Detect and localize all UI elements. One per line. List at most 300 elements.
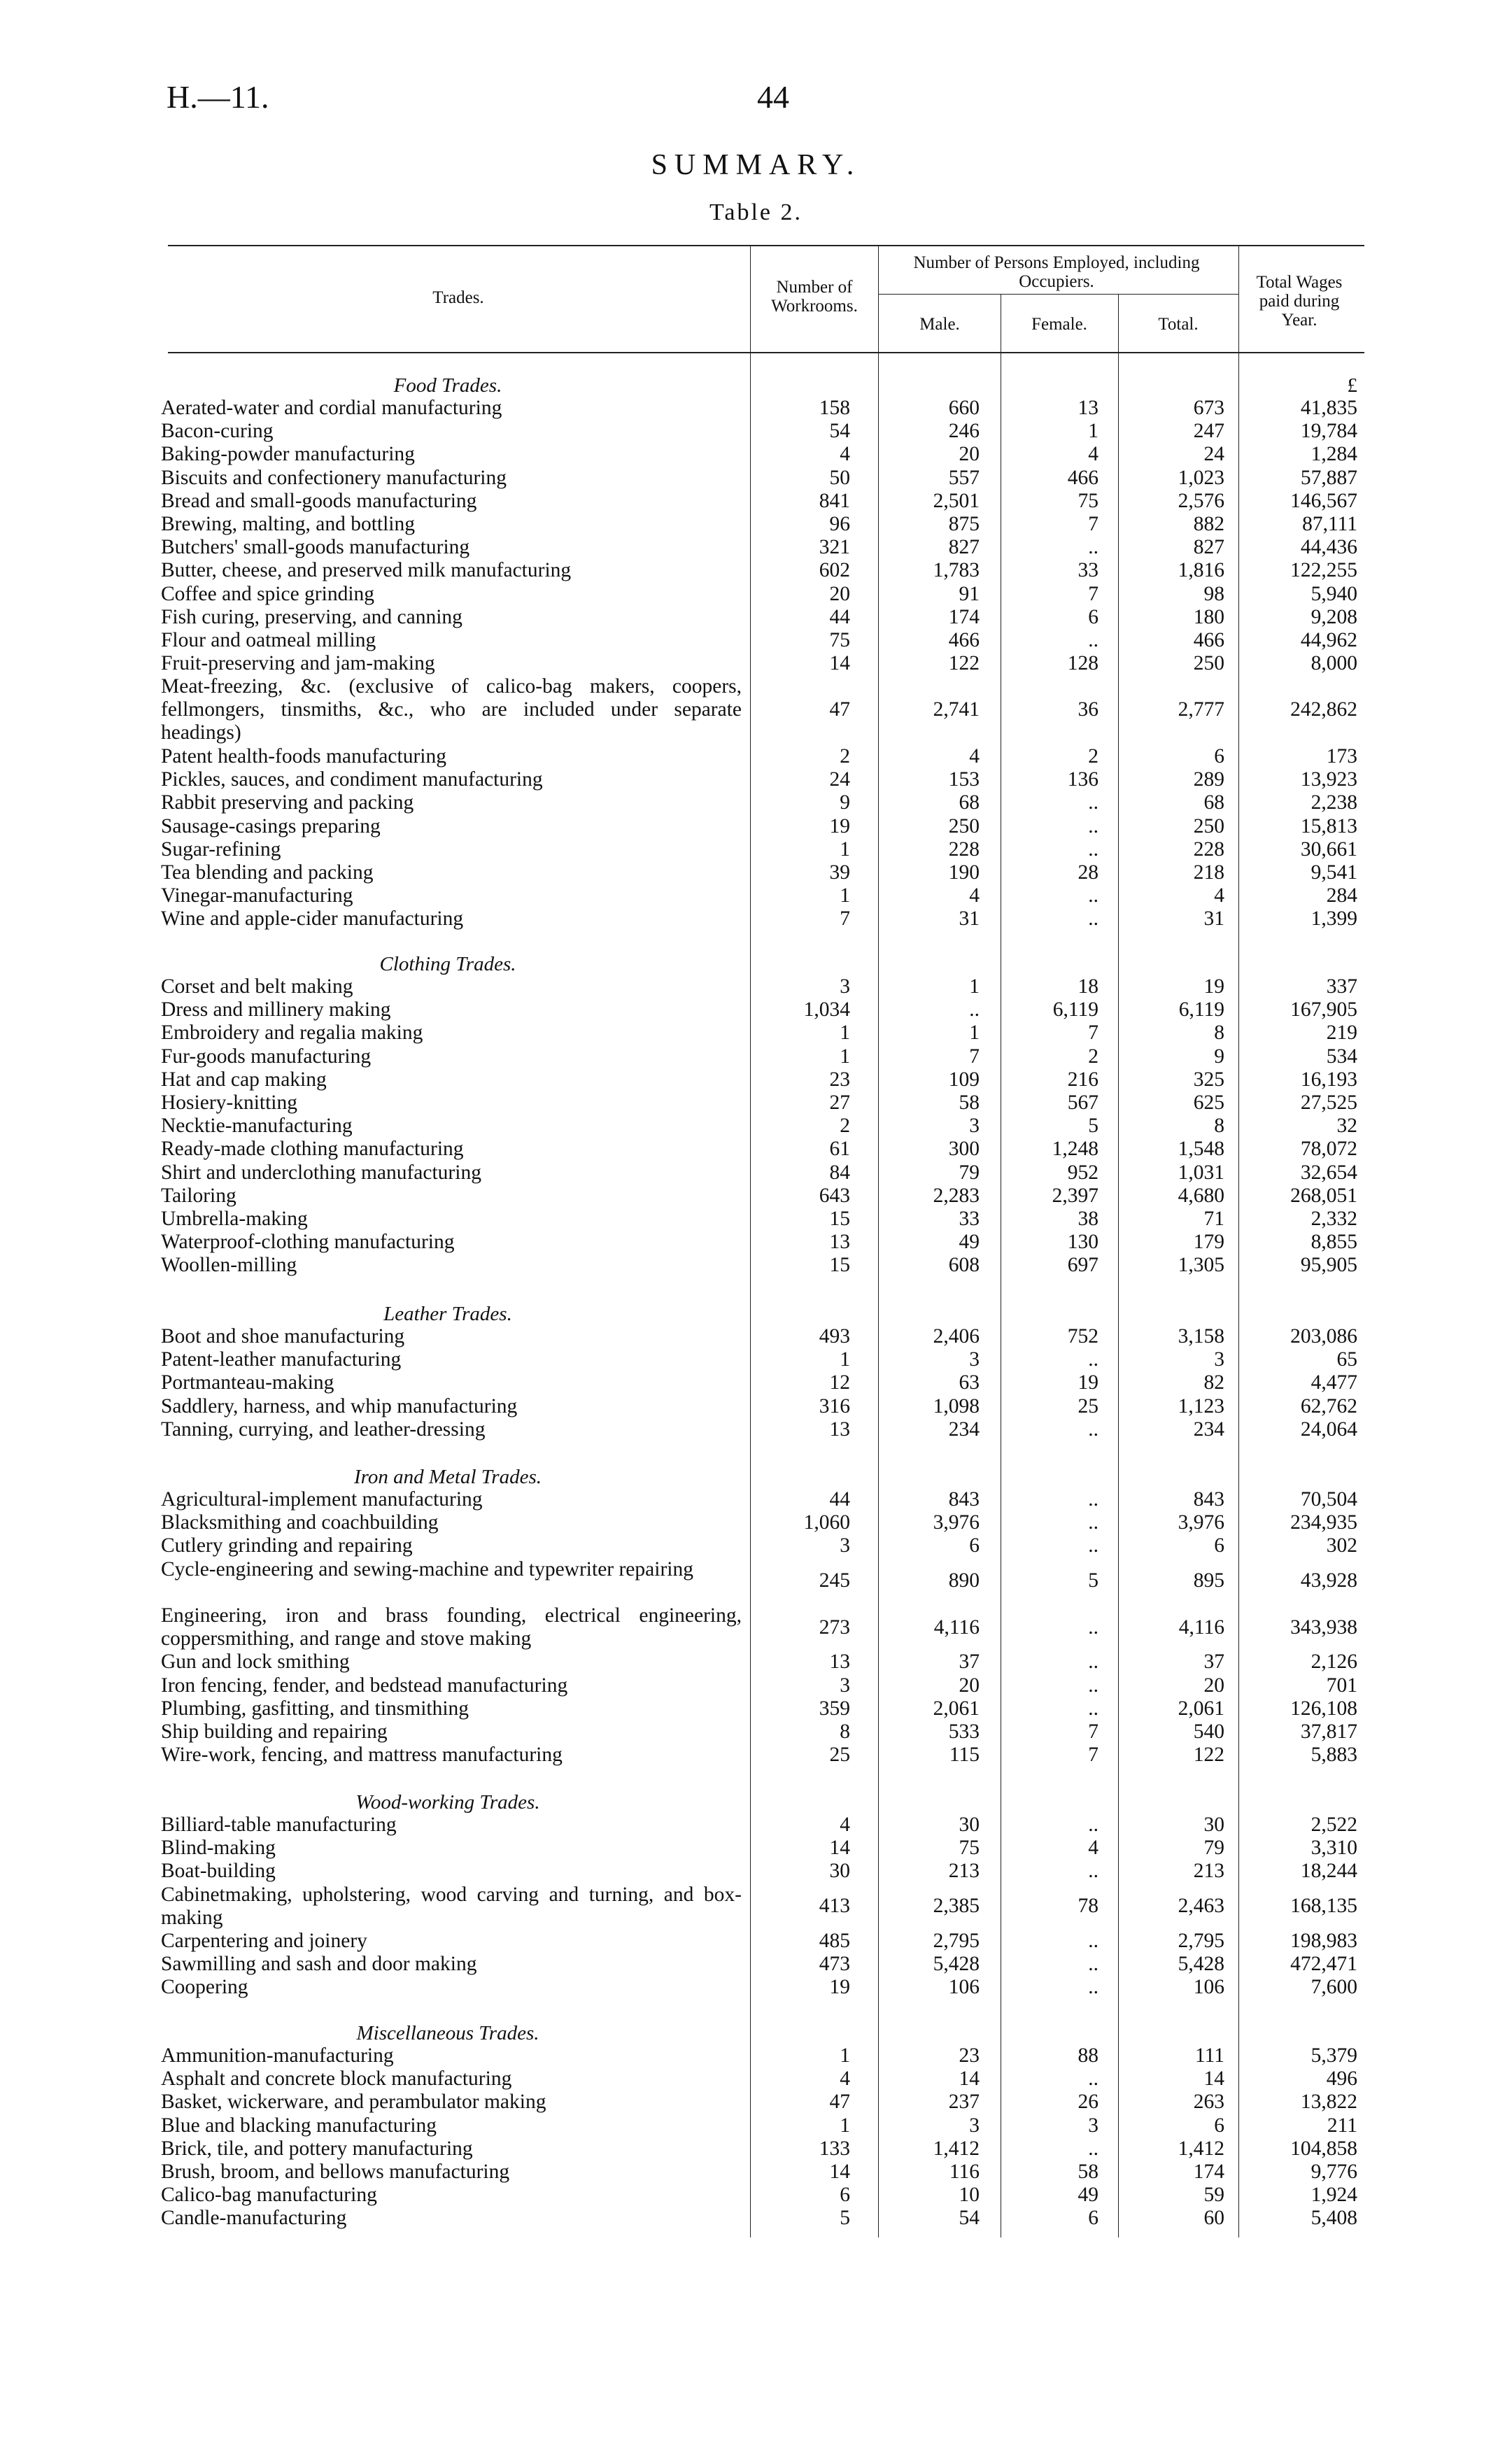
wages-cell: 701 xyxy=(1326,1674,1357,1697)
female-cell: .. xyxy=(1088,814,1098,837)
male-cell: 3 xyxy=(969,1115,980,1138)
female-cell: .. xyxy=(1088,1976,1098,1999)
female-cell: 2 xyxy=(1088,745,1098,768)
trade-name: Wine and apple-cider manufacturing xyxy=(161,907,464,931)
female-cell: 88 xyxy=(1078,2044,1098,2067)
wages-cell: 2,522 xyxy=(1310,1814,1357,1836)
male-cell: 122 xyxy=(948,652,980,675)
trade-name: Carpentering and joinery xyxy=(161,1930,367,1952)
header-female: Female. xyxy=(1031,315,1087,334)
trade-name: Tea blending and packing xyxy=(161,861,374,884)
female-cell: 3 xyxy=(1088,2114,1098,2137)
trade-name: Engineering, iron and brass founding, electrical engineering, coppersmithing, and range and stove making xyxy=(161,1604,742,1650)
trade-name: Sugar-refining xyxy=(161,837,281,861)
wages-cell: 9,776 xyxy=(1310,2161,1357,2183)
trade-name: Brush, broom, and bellows manufacturing xyxy=(161,2161,510,2183)
trade-name: Embroidery and regalia making xyxy=(161,1021,423,1045)
wages-cell: 8,855 xyxy=(1310,1231,1357,1254)
total-cell: 540 xyxy=(1193,1720,1224,1743)
workrooms-cell: 19 xyxy=(829,814,850,837)
male-cell: 234 xyxy=(948,1418,980,1441)
trade-name: Bacon-curing xyxy=(161,420,274,443)
workrooms-cell: 47 xyxy=(829,2091,850,2114)
trade-name: Umbrella-making xyxy=(161,1208,308,1230)
trade-name: Brick, tile, and pottery manufacturing xyxy=(161,2137,473,2160)
female-cell: .. xyxy=(1088,1418,1098,1441)
male-cell: 116 xyxy=(949,2161,980,2183)
total-cell: 4 xyxy=(1214,884,1224,907)
wages-cell: 15,813 xyxy=(1300,814,1357,837)
male-cell: 54 xyxy=(959,2207,980,2230)
wages-cell: 219 xyxy=(1326,1021,1357,1045)
workrooms-cell: 15 xyxy=(829,1208,850,1230)
male-cell: 3,976 xyxy=(933,1511,980,1534)
male-cell: 2,501 xyxy=(933,489,980,512)
workrooms-cell: 30 xyxy=(829,1860,850,1883)
trade-name: Bread and small-goods manufacturing xyxy=(161,489,477,512)
total-cell: 2,777 xyxy=(1178,698,1224,721)
total-cell: 31 xyxy=(1203,907,1224,931)
female-cell: .. xyxy=(1088,1860,1098,1883)
female-cell: 752 xyxy=(1067,1325,1098,1348)
workrooms-cell: 13 xyxy=(829,1650,850,1674)
male-cell: 2,283 xyxy=(933,1184,980,1207)
trade-name: Woollen-milling xyxy=(161,1254,297,1277)
male-cell: 1 xyxy=(969,1021,980,1045)
male-cell: 250 xyxy=(948,814,980,837)
wages-cell: 41,835 xyxy=(1300,397,1357,419)
workrooms-cell: 27 xyxy=(829,1091,850,1114)
trade-name: Blue and blacking manufacturing xyxy=(161,2114,437,2137)
male-cell: 106 xyxy=(948,1976,980,1999)
total-cell: 59 xyxy=(1203,2184,1224,2207)
trade-name: Calico-bag manufacturing xyxy=(161,2184,377,2207)
total-cell: 9 xyxy=(1214,1045,1224,1068)
female-cell: 1 xyxy=(1088,420,1098,443)
wages-cell: 70,504 xyxy=(1300,1488,1357,1511)
total-cell: 6,119 xyxy=(1178,998,1224,1021)
male-cell: 4 xyxy=(969,745,980,768)
female-cell: 216 xyxy=(1067,1068,1098,1091)
wages-cell: 198,983 xyxy=(1290,1930,1357,1952)
trade-name: Waterproof-clothing manufacturing xyxy=(161,1231,455,1254)
trade-name: Fur-goods manufacturing xyxy=(161,1045,372,1068)
male-cell: 608 xyxy=(948,1254,980,1277)
wages-cell: 78,072 xyxy=(1300,1138,1357,1161)
male-cell: 23 xyxy=(959,2044,980,2067)
workrooms-cell: 20 xyxy=(829,582,850,605)
trade-name: Patent-leather manufacturing xyxy=(161,1348,402,1371)
wages-cell: 87,111 xyxy=(1302,513,1357,535)
wages-cell: 173 xyxy=(1326,745,1357,768)
workrooms-cell: 5 xyxy=(840,2207,850,2230)
workrooms-cell: 19 xyxy=(829,1976,850,1999)
total-cell: 1,412 xyxy=(1178,2137,1224,2160)
wages-cell: 2,332 xyxy=(1310,1208,1357,1230)
workrooms-cell: 643 xyxy=(819,1184,850,1207)
male-cell: 246 xyxy=(948,420,980,443)
total-cell: 250 xyxy=(1193,814,1224,837)
total-cell: 6 xyxy=(1214,745,1224,768)
workrooms-cell: 158 xyxy=(819,397,850,419)
female-cell: 466 xyxy=(1067,466,1098,489)
wages-cell: 343,938 xyxy=(1290,1616,1357,1639)
male-cell: 153 xyxy=(948,768,980,791)
female-cell: 7 xyxy=(1088,1720,1098,1743)
trade-name: Aerated-water and cordial manufacturing xyxy=(161,397,502,419)
workrooms-cell: 47 xyxy=(829,698,850,721)
trade-name: Ready-made clothing manufacturing xyxy=(161,1138,464,1161)
male-cell: 109 xyxy=(948,1068,980,1091)
wages-cell: 268,051 xyxy=(1290,1184,1357,1207)
total-cell: 466 xyxy=(1193,629,1224,651)
female-cell: 7 xyxy=(1088,582,1098,605)
trade-name: Boot and shoe manufacturing xyxy=(161,1325,405,1348)
male-cell: 843 xyxy=(948,1488,980,1511)
workrooms-cell: 3 xyxy=(840,1674,850,1697)
workrooms-cell: 50 xyxy=(829,466,850,489)
female-cell: .. xyxy=(1088,837,1098,861)
male-cell: 533 xyxy=(948,1720,980,1743)
trade-name: Agricultural-implement manufacturing xyxy=(161,1488,483,1511)
female-cell: 18 xyxy=(1078,975,1098,998)
male-cell: 63 xyxy=(959,1371,980,1394)
trade-name: Sausage-casings preparing xyxy=(161,814,381,837)
female-cell: 5 xyxy=(1088,1115,1098,1138)
wages-cell: 57,887 xyxy=(1300,466,1357,489)
total-cell: 673 xyxy=(1193,397,1224,419)
wages-cell: 284 xyxy=(1326,884,1357,907)
total-cell: 2,795 xyxy=(1178,1930,1224,1952)
trade-name: Dress and millinery making xyxy=(161,998,391,1021)
total-cell: 71 xyxy=(1203,1208,1224,1230)
table-label: Table 2. xyxy=(709,199,803,225)
total-cell: 14 xyxy=(1203,2067,1224,2091)
workrooms-cell: 24 xyxy=(829,768,850,791)
female-cell: 26 xyxy=(1078,2091,1098,2114)
workrooms-cell: 2 xyxy=(840,745,850,768)
workrooms-cell: 841 xyxy=(819,489,850,512)
total-cell: 106 xyxy=(1193,1976,1224,1999)
male-cell: 2,741 xyxy=(933,698,980,721)
male-cell: 4,116 xyxy=(933,1616,980,1639)
total-cell: 213 xyxy=(1193,1860,1224,1883)
trade-name: Boat-building xyxy=(161,1860,276,1883)
header-total-wages: Total Wages paid during Year. xyxy=(1256,273,1343,330)
total-cell: 82 xyxy=(1203,1371,1224,1394)
male-cell: 6 xyxy=(969,1534,980,1557)
wages-cell: 13,822 xyxy=(1300,2091,1357,2114)
workrooms-cell: 1,034 xyxy=(803,998,850,1021)
workrooms-cell: 3 xyxy=(840,975,850,998)
total-cell: 4,116 xyxy=(1178,1616,1224,1639)
workrooms-cell: 4 xyxy=(840,1814,850,1836)
male-cell: 68 xyxy=(959,791,980,814)
trade-name: Blind-making xyxy=(161,1837,276,1860)
workrooms-cell: 4 xyxy=(840,443,850,466)
workrooms-cell: 44 xyxy=(829,1488,850,1511)
workrooms-cell: 1 xyxy=(840,884,850,907)
currency-symbol: £ xyxy=(1347,374,1357,397)
total-cell: 1,305 xyxy=(1178,1254,1224,1277)
total-cell: 1,548 xyxy=(1178,1138,1224,1161)
workrooms-cell: 493 xyxy=(819,1325,850,1348)
total-cell: 179 xyxy=(1193,1231,1224,1254)
female-cell: 25 xyxy=(1078,1394,1098,1418)
female-cell: .. xyxy=(1088,1953,1098,1976)
wages-cell: 122,255 xyxy=(1290,559,1357,582)
female-cell: .. xyxy=(1088,629,1098,651)
wages-cell: 167,905 xyxy=(1290,998,1357,1021)
trade-name: Brewing, malting, and bottling xyxy=(161,513,415,535)
wages-cell: 5,883 xyxy=(1310,1744,1357,1767)
male-cell: 174 xyxy=(948,605,980,628)
male-cell: 890 xyxy=(948,1569,980,1592)
trade-name: Biscuits and confectionery manufacturing xyxy=(161,466,507,489)
total-cell: 111 xyxy=(1194,2044,1224,2067)
header-male: Male. xyxy=(919,315,960,334)
total-cell: 263 xyxy=(1193,2091,1224,2114)
male-cell: 1 xyxy=(969,975,980,998)
workrooms-cell: 7 xyxy=(840,907,850,931)
section-title: Miscellaneous Trades. xyxy=(356,2022,539,2044)
total-cell: 3,976 xyxy=(1178,1511,1224,1534)
wages-cell: 534 xyxy=(1326,1045,1357,1068)
total-cell: 843 xyxy=(1193,1488,1224,1511)
total-cell: 37 xyxy=(1203,1650,1224,1674)
total-cell: 218 xyxy=(1193,861,1224,884)
wages-cell: 9,541 xyxy=(1310,861,1357,884)
workrooms-cell: 25 xyxy=(829,1744,850,1767)
total-cell: 19 xyxy=(1203,975,1224,998)
trade-name: Ship building and repairing xyxy=(161,1720,388,1743)
female-cell: .. xyxy=(1088,1674,1098,1697)
female-cell: .. xyxy=(1088,1650,1098,1674)
total-cell: 79 xyxy=(1203,1837,1224,1860)
total-cell: 625 xyxy=(1193,1091,1224,1114)
male-cell: 213 xyxy=(948,1860,980,1883)
female-cell: 7 xyxy=(1088,1744,1098,1767)
female-cell: .. xyxy=(1088,536,1098,559)
female-cell: 7 xyxy=(1088,1021,1098,1045)
female-cell: 13 xyxy=(1078,397,1098,419)
wages-cell: 234,935 xyxy=(1290,1511,1357,1534)
trade-name: Hat and cap making xyxy=(161,1068,327,1091)
wages-cell: 18,244 xyxy=(1300,1860,1357,1883)
wages-cell: 496 xyxy=(1326,2067,1357,2091)
total-cell: 250 xyxy=(1193,652,1224,675)
wages-cell: 32 xyxy=(1336,1115,1357,1138)
workrooms-cell: 413 xyxy=(819,1895,850,1918)
header-trades: Trades. xyxy=(432,288,484,307)
female-cell: .. xyxy=(1088,1488,1098,1511)
female-cell: 36 xyxy=(1078,698,1098,721)
total-cell: 60 xyxy=(1203,2207,1224,2230)
female-cell: 130 xyxy=(1067,1231,1098,1254)
total-cell: 8 xyxy=(1214,1115,1224,1138)
wages-cell: 5,940 xyxy=(1310,582,1357,605)
total-cell: 6 xyxy=(1214,1534,1224,1557)
workrooms-cell: 602 xyxy=(819,559,850,582)
wages-cell: 2,238 xyxy=(1310,791,1357,814)
female-cell: 28 xyxy=(1078,861,1098,884)
total-cell: 228 xyxy=(1193,837,1224,861)
workrooms-cell: 96 xyxy=(829,513,850,535)
female-cell: 75 xyxy=(1078,489,1098,512)
trade-name: Blacksmithing and coachbuilding xyxy=(161,1511,439,1534)
total-cell: 24 xyxy=(1203,443,1224,466)
trade-name: Cabinetmaking, upholstering, wood carving and turning, and box-making xyxy=(161,1883,742,1929)
male-cell: 557 xyxy=(948,466,980,489)
trade-name: Billiard-table manufacturing xyxy=(161,1814,397,1836)
total-cell: 2,061 xyxy=(1178,1697,1224,1720)
total-cell: 2,463 xyxy=(1178,1895,1224,1918)
workrooms-cell: 39 xyxy=(829,861,850,884)
male-cell: 20 xyxy=(959,443,980,466)
wages-cell: 203,086 xyxy=(1290,1325,1357,1348)
male-cell: 2,385 xyxy=(933,1895,980,1918)
persons-group-rule xyxy=(878,294,1238,295)
female-cell: .. xyxy=(1088,1930,1098,1952)
total-cell: 325 xyxy=(1193,1068,1224,1091)
female-cell: 2,397 xyxy=(1052,1184,1098,1207)
workrooms-cell: 13 xyxy=(829,1418,850,1441)
trade-name: Cutlery grinding and repairing xyxy=(161,1534,413,1557)
total-cell: 289 xyxy=(1193,768,1224,791)
workrooms-cell: 61 xyxy=(829,1138,850,1161)
table-top-rule xyxy=(168,245,1364,246)
workrooms-cell: 1 xyxy=(840,1045,850,1068)
workrooms-cell: 1 xyxy=(840,1021,850,1045)
total-cell: 1,031 xyxy=(1178,1161,1224,1184)
total-cell: 882 xyxy=(1193,513,1224,535)
workrooms-cell: 1,060 xyxy=(803,1511,850,1534)
male-cell: 5,428 xyxy=(933,1953,980,1976)
trade-name: Candle-manufacturing xyxy=(161,2207,347,2230)
total-cell: 1,816 xyxy=(1178,559,1224,582)
total-cell: 68 xyxy=(1203,791,1224,814)
trade-name: Plumbing, gasfitting, and tinsmithing xyxy=(161,1697,469,1720)
trade-name: Coffee and spice grinding xyxy=(161,582,375,605)
section-title: Food Trades. xyxy=(393,374,502,397)
workrooms-cell: 321 xyxy=(819,536,850,559)
trade-name: Basket, wickerware, and perambulator making xyxy=(161,2091,546,2114)
wages-cell: 5,379 xyxy=(1310,2044,1357,2067)
female-cell: 6 xyxy=(1088,2207,1098,2230)
workrooms-cell: 133 xyxy=(819,2137,850,2160)
total-cell: 234 xyxy=(1193,1418,1224,1441)
workrooms-cell: 3 xyxy=(840,1534,850,1557)
workrooms-cell: 23 xyxy=(829,1068,850,1091)
workrooms-cell: 1 xyxy=(840,2044,850,2067)
trade-name: Butter, cheese, and preserved milk manufacturing xyxy=(161,559,572,582)
female-cell: 567 xyxy=(1067,1091,1098,1114)
wages-cell: 168,135 xyxy=(1290,1895,1357,1918)
female-cell: 33 xyxy=(1078,559,1098,582)
male-cell: 4 xyxy=(969,884,980,907)
wages-cell: 302 xyxy=(1326,1534,1357,1557)
female-cell: 58 xyxy=(1078,2161,1098,2183)
wages-cell: 5,408 xyxy=(1310,2207,1357,2230)
female-cell: 6,119 xyxy=(1052,998,1098,1021)
male-cell: 30 xyxy=(959,1814,980,1836)
trade-name: Saddlery, harness, and whip manufacturing xyxy=(161,1394,518,1418)
total-cell: 5,428 xyxy=(1178,1953,1224,1976)
total-cell: 4,680 xyxy=(1178,1184,1224,1207)
total-cell: 895 xyxy=(1193,1569,1224,1592)
male-cell: 660 xyxy=(948,397,980,419)
trade-name: Sawmilling and sash and door making xyxy=(161,1953,477,1976)
workrooms-cell: 316 xyxy=(819,1394,850,1418)
female-cell: 697 xyxy=(1067,1254,1098,1277)
female-cell: .. xyxy=(1088,907,1098,931)
male-cell: 91 xyxy=(959,582,980,605)
female-cell: 136 xyxy=(1067,768,1098,791)
wages-cell: 37,817 xyxy=(1300,1720,1357,1743)
workrooms-cell: 473 xyxy=(819,1953,850,1976)
total-cell: 20 xyxy=(1203,1674,1224,1697)
trade-name: Wire-work, fencing, and mattress manufacturing xyxy=(161,1744,563,1767)
female-cell: 78 xyxy=(1078,1895,1098,1918)
male-cell: 2,061 xyxy=(933,1697,980,1720)
trade-name: Pickles, sauces, and condiment manufacturing xyxy=(161,768,543,791)
female-cell: .. xyxy=(1088,1814,1098,1836)
male-cell: 300 xyxy=(948,1138,980,1161)
workrooms-cell: 8 xyxy=(840,1720,850,1743)
trade-name: Fish curing, preserving, and canning xyxy=(161,605,462,628)
total-cell: 8 xyxy=(1214,1021,1224,1045)
female-cell: 2 xyxy=(1088,1045,1098,1068)
workrooms-cell: 1 xyxy=(840,1348,850,1371)
workrooms-cell: 1 xyxy=(840,837,850,861)
wages-cell: 337 xyxy=(1326,975,1357,998)
male-cell: 115 xyxy=(949,1744,980,1767)
trade-name: Iron fencing, fender, and bedstead manufacturing xyxy=(161,1674,568,1697)
female-cell: 49 xyxy=(1078,2184,1098,2207)
male-cell: 3 xyxy=(969,1348,980,1371)
trade-name: Gun and lock smithing xyxy=(161,1650,350,1674)
male-cell: 228 xyxy=(948,837,980,861)
male-cell: 14 xyxy=(959,2067,980,2091)
trade-name: Flour and oatmeal milling xyxy=(161,629,376,651)
female-cell: 5 xyxy=(1088,1569,1098,1592)
female-cell: .. xyxy=(1088,1511,1098,1534)
male-cell: 49 xyxy=(959,1231,980,1254)
trade-name: Asphalt and concrete block manufacturing xyxy=(161,2067,512,2091)
total-cell: 1,023 xyxy=(1178,466,1224,489)
wages-cell: 13,923 xyxy=(1300,768,1357,791)
wages-cell: 19,784 xyxy=(1300,420,1357,443)
trade-name: Meat-freezing, &c. (exclusive of calico-bag makers, coopers, fellmongers, tinsmiths, &c., who are included under separate headings) xyxy=(161,675,742,744)
workrooms-cell: 75 xyxy=(829,629,850,651)
female-cell: 128 xyxy=(1067,652,1098,675)
wages-cell: 8,000 xyxy=(1310,652,1357,675)
wages-cell: 43,928 xyxy=(1300,1569,1357,1592)
male-cell: 58 xyxy=(959,1091,980,1114)
total-cell: 827 xyxy=(1193,536,1224,559)
trade-name: Ammunition-manufacturing xyxy=(161,2044,394,2067)
document-code: H.—11. xyxy=(167,79,269,115)
page-number: 44 xyxy=(757,79,789,115)
trade-name: Patent health-foods manufacturing xyxy=(161,745,446,768)
wages-cell: 104,858 xyxy=(1290,2137,1357,2160)
trade-name: Baking-powder manufacturing xyxy=(161,443,415,466)
female-cell: 4 xyxy=(1088,1837,1098,1860)
workrooms-cell: 13 xyxy=(829,1231,850,1254)
total-cell: 98 xyxy=(1203,582,1224,605)
female-cell: 4 xyxy=(1088,443,1098,466)
workrooms-cell: 15 xyxy=(829,1254,850,1277)
